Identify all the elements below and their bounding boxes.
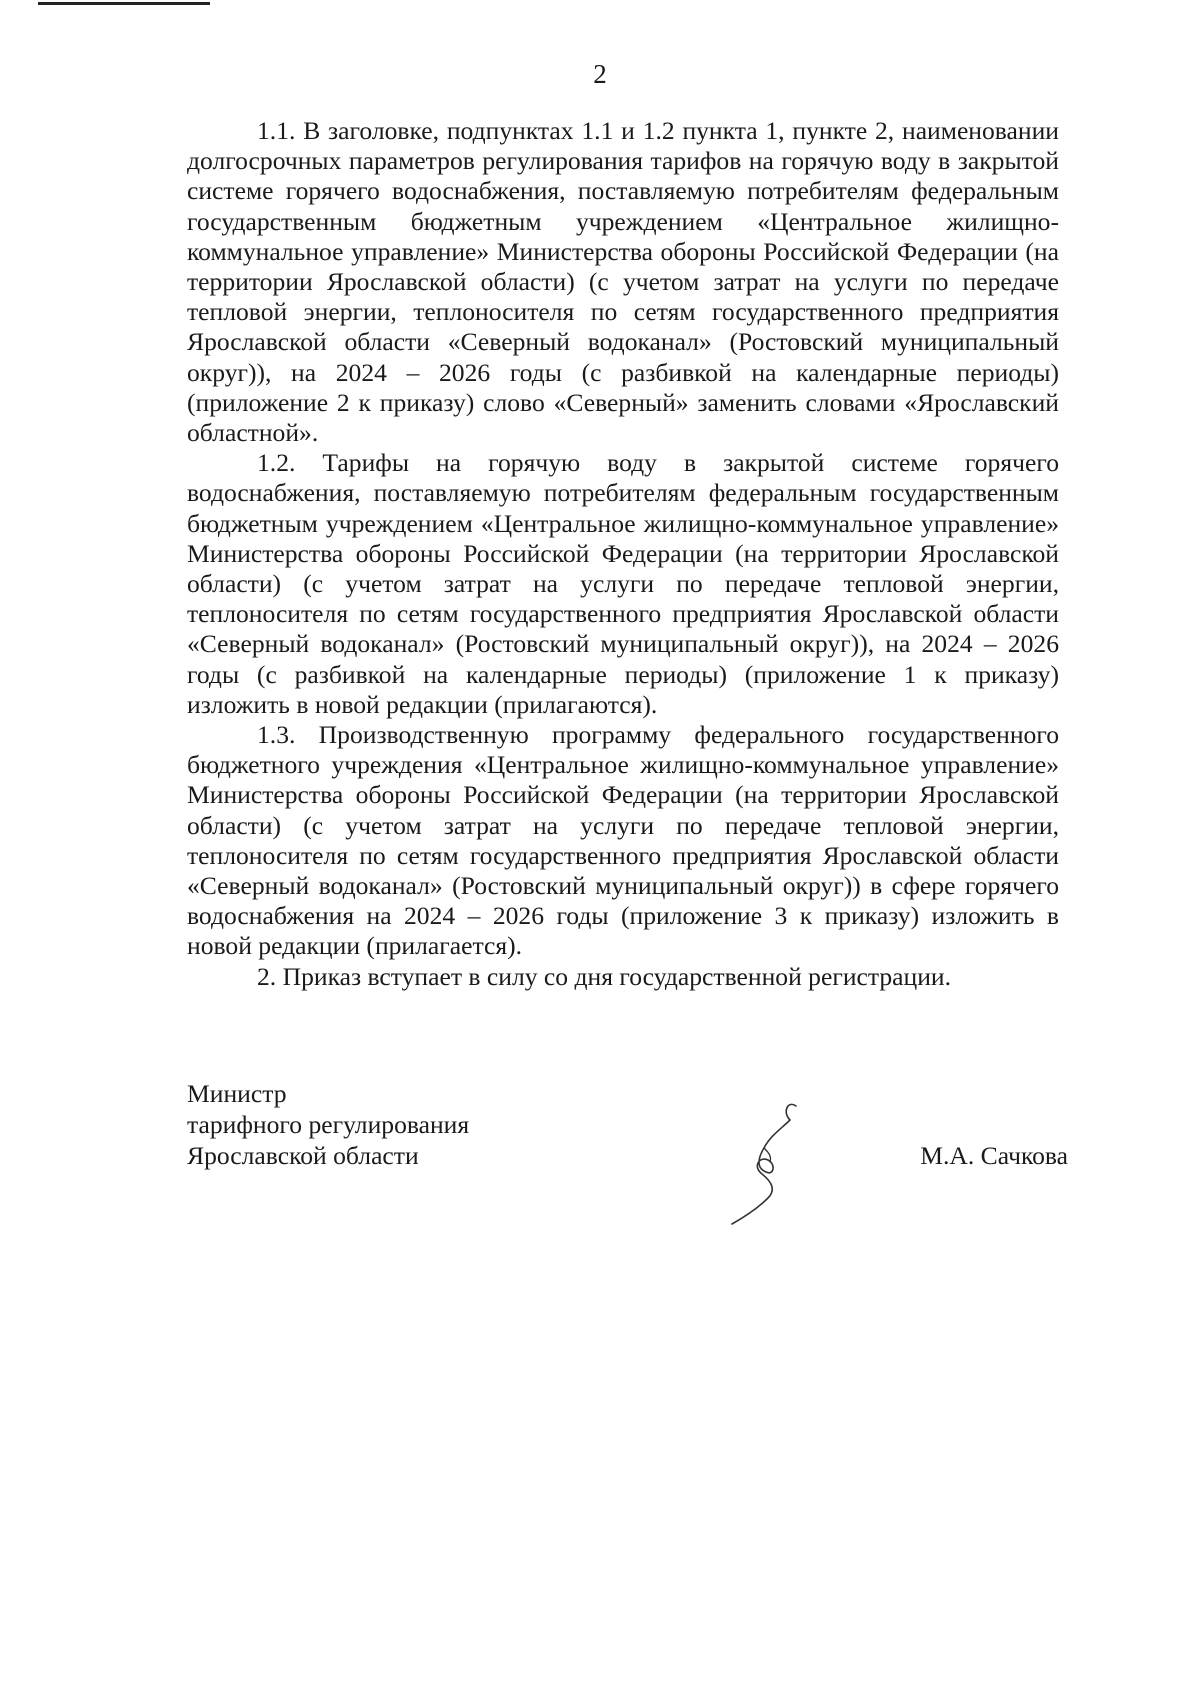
- paragraph-1-1: 1.1. В заголовке, подпунктах 1.1 и 1.2 пункта 1, пункте 2, наименовании долгосрочных параметров регулирования тарифов на горячую воду в закрытой системе горячего водоснабжения, поставляемую потребителям федеральным государственным бюджетным учреждением «Центральное жилищно-коммунальное управление» Министерства обороны Российской Федерации (на территории Ярославской области) (с учетом затрат на услуги по передаче тепловой энергии, теплоносителя по сетям государственного предприятия Ярославской области «Северный водоканал» (Ростовский муниципальный округ)), на 2024 – 2026 годы (с разбивкой на календарные периоды) (приложение 2 к приказу) слово «Северный» заменить словами «Ярославский областной».: [187, 116, 1059, 448]
- document-body: [187, 116, 1059, 992]
- handwritten-signature: [712, 1098, 822, 1228]
- page-number: 2: [593, 59, 607, 89]
- signatory-title: Министр: [187, 1079, 287, 1108]
- signatory-position: [187, 1078, 469, 1171]
- top-rule: [38, 2, 210, 5]
- signatory-department: тарифного регулирования: [187, 1110, 470, 1139]
- paragraph-2: 2. Приказ вступает в силу со дня государственной регистрации.: [257, 961, 952, 991]
- signatory-name: М.А. Сачкова: [920, 1141, 1068, 1170]
- paragraph-1-3: 1.3. Производственную программу федерального государственного бюджетного учреждения «Центральное жилищно-коммунальное управление» Министерства обороны Российской Федерации (на территории Ярославской области) (с учетом затрат на услуги по передаче тепловой энергии, теплоносителя по сетям государственного предприятия Ярославской области «Северный водоканал» (Ростовский муниципальный округ)) в сфере горячего водоснабжения на 2024 – 2026 годы (приложение 3 к приказу) изложить в новой редакции (прилагается).: [187, 720, 1059, 961]
- paragraph-1-2: 1.2. Тарифы на горячую воду в закрытой системе горячего водоснабжения, поставляемую потребителям федеральным государственным бюджетным учреждением «Центральное жилищно-коммунальное управление» Министерства обороны Российской Федерации (на территории Ярославской области) (с учетом затрат на услуги по передаче тепловой энергии, теплоносителя по сетям государственного предприятия Ярославской области «Северный водоканал» (Ростовский муниципальный округ)), на 2024 – 2026 годы (с разбивкой на календарные периоды) (приложение 1 к приказу) изложить в новой редакции (прилагаются).: [187, 448, 1059, 719]
- signatory-region: Ярославской области: [187, 1141, 419, 1170]
